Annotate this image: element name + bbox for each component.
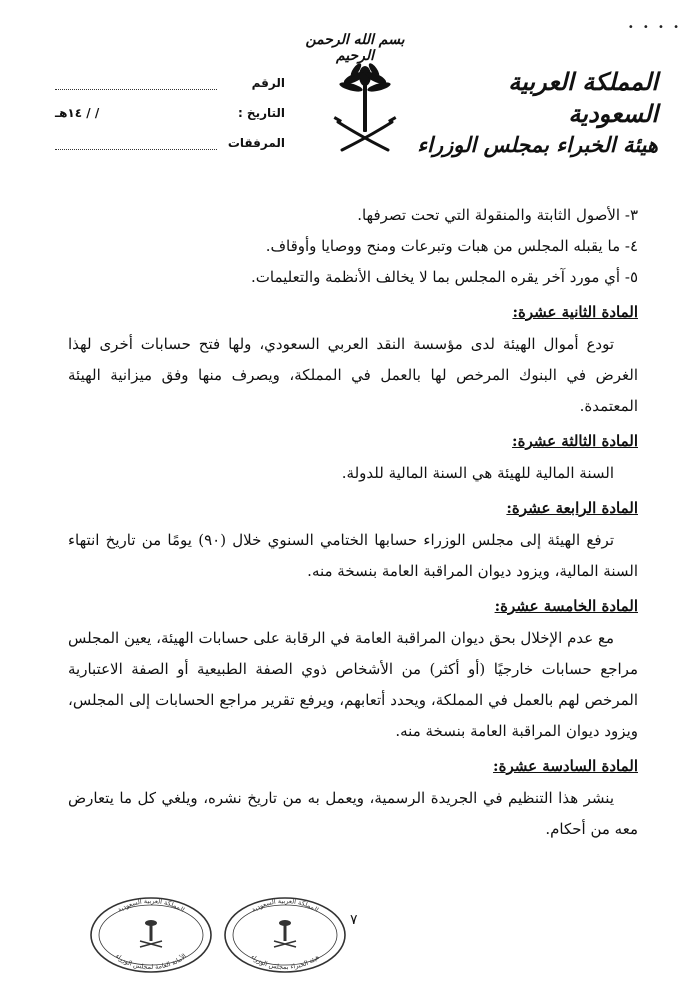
article-15-title: المادة الخامسة عشرة: [494, 597, 638, 615]
ref-number-label: الرقم [251, 76, 285, 90]
article-15-text: مع عدم الإخلال بحق ديوان المراقبة العامة في الرقابة على حسابات الهيئة، يعين المجلس مراجع حسابات خارجيًا (أو أكثر) من الأشخاص ذوي الصفة الطبيعية أو الصفة الاعتبارية المرخص لهم بالعمل في المملكة، ويحدد أتعابهم، ويرفع تقرير مراجع الحسابات إلى المجلس، ويزود ديوان المراقبة العامة بنسخة منه. [68, 629, 638, 740]
list-item: ٣- الأصول الثابتة والمنقولة التي تحت تصرفها. [357, 206, 638, 224]
ref-attachments-line [55, 137, 217, 150]
list-item: ٤- ما يقبله المجلس من هبات وتبرعات ومنح ووصايا وأوقاف. [265, 237, 638, 255]
article-14-text: ترفع الهيئة إلى مجلس الوزراء حسابها الختامي السنوي خلال (٩٠) يومًا من تاريخ انتهاء السنة المالية، ويزود ديوان المراقبة العامة بنسخة منه. [68, 531, 638, 580]
article-14-title: المادة الرابعة عشرة: [506, 499, 638, 517]
page-number: ٧ [350, 912, 358, 928]
article-13-text: السنة المالية للهيئة هي السنة المالية للدولة. [341, 464, 614, 482]
reference-block [55, 68, 285, 158]
svg-text:المملكة العربية السعودية [116, 897, 186, 914]
document-body [68, 200, 638, 845]
article-12-title: المادة الثانية عشرة: [512, 303, 638, 321]
ref-attachments-label: المرفقات [227, 136, 285, 150]
article-13-title: المادة الثالثة عشرة: [512, 432, 638, 450]
official-seal-left [88, 895, 214, 975]
seal-left-line-1: المملكة العربية السعودية [116, 896, 187, 914]
corner-dots: • • • • [627, 22, 682, 33]
org-line-2: هيئة الخبراء بمجلس الوزراء [417, 132, 658, 157]
official-seal-right [222, 895, 348, 975]
ref-date-row [55, 98, 285, 128]
svg-text:المملكة العربية السعودية [250, 897, 320, 914]
basmala: بسم الله الرحمن الرحيم [305, 32, 405, 64]
ref-number-row [55, 68, 285, 98]
ref-attachments-row [55, 128, 285, 158]
org-line-1: المملكة العربية السعودية [508, 67, 658, 128]
ref-number-line [55, 77, 217, 90]
seal-right-line-1: المملكة العربية السعودية [250, 896, 321, 914]
organization-name [413, 66, 658, 160]
article-12-text: تودع أموال الهيئة لدى مؤسسة النقد العربي السعودي، ولها فتح حسابات أخرى لهذا الغرض في البنوك المرخص لها بالعمل في المملكة، ويصرف منها وفق ميزانية الهيئة المعتمدة. [68, 335, 638, 415]
seal-right-line-2: هيئة الخبراء بمجلس الوزراء [249, 952, 321, 972]
seal-left-line-2: الأمانة العامة لمجلس الوزراء [113, 952, 189, 972]
list-item: ٥- أي مورد آخر يقره المجلس بما لا يخالف الأنظمة والتعليمات. [250, 268, 638, 286]
ref-date-label: التاريخ : [237, 106, 285, 120]
saudi-emblem-icon [330, 58, 400, 158]
article-16-title: المادة السادسة عشرة: [493, 757, 638, 775]
article-16-text: ينشر هذا التنظيم في الجريدة الرسمية، ويعمل به من تاريخ نشره، ويلغي كل ما يتعارض معه من أحكام. [68, 789, 638, 838]
ref-date-value: / / ١٤هـ [55, 106, 100, 120]
